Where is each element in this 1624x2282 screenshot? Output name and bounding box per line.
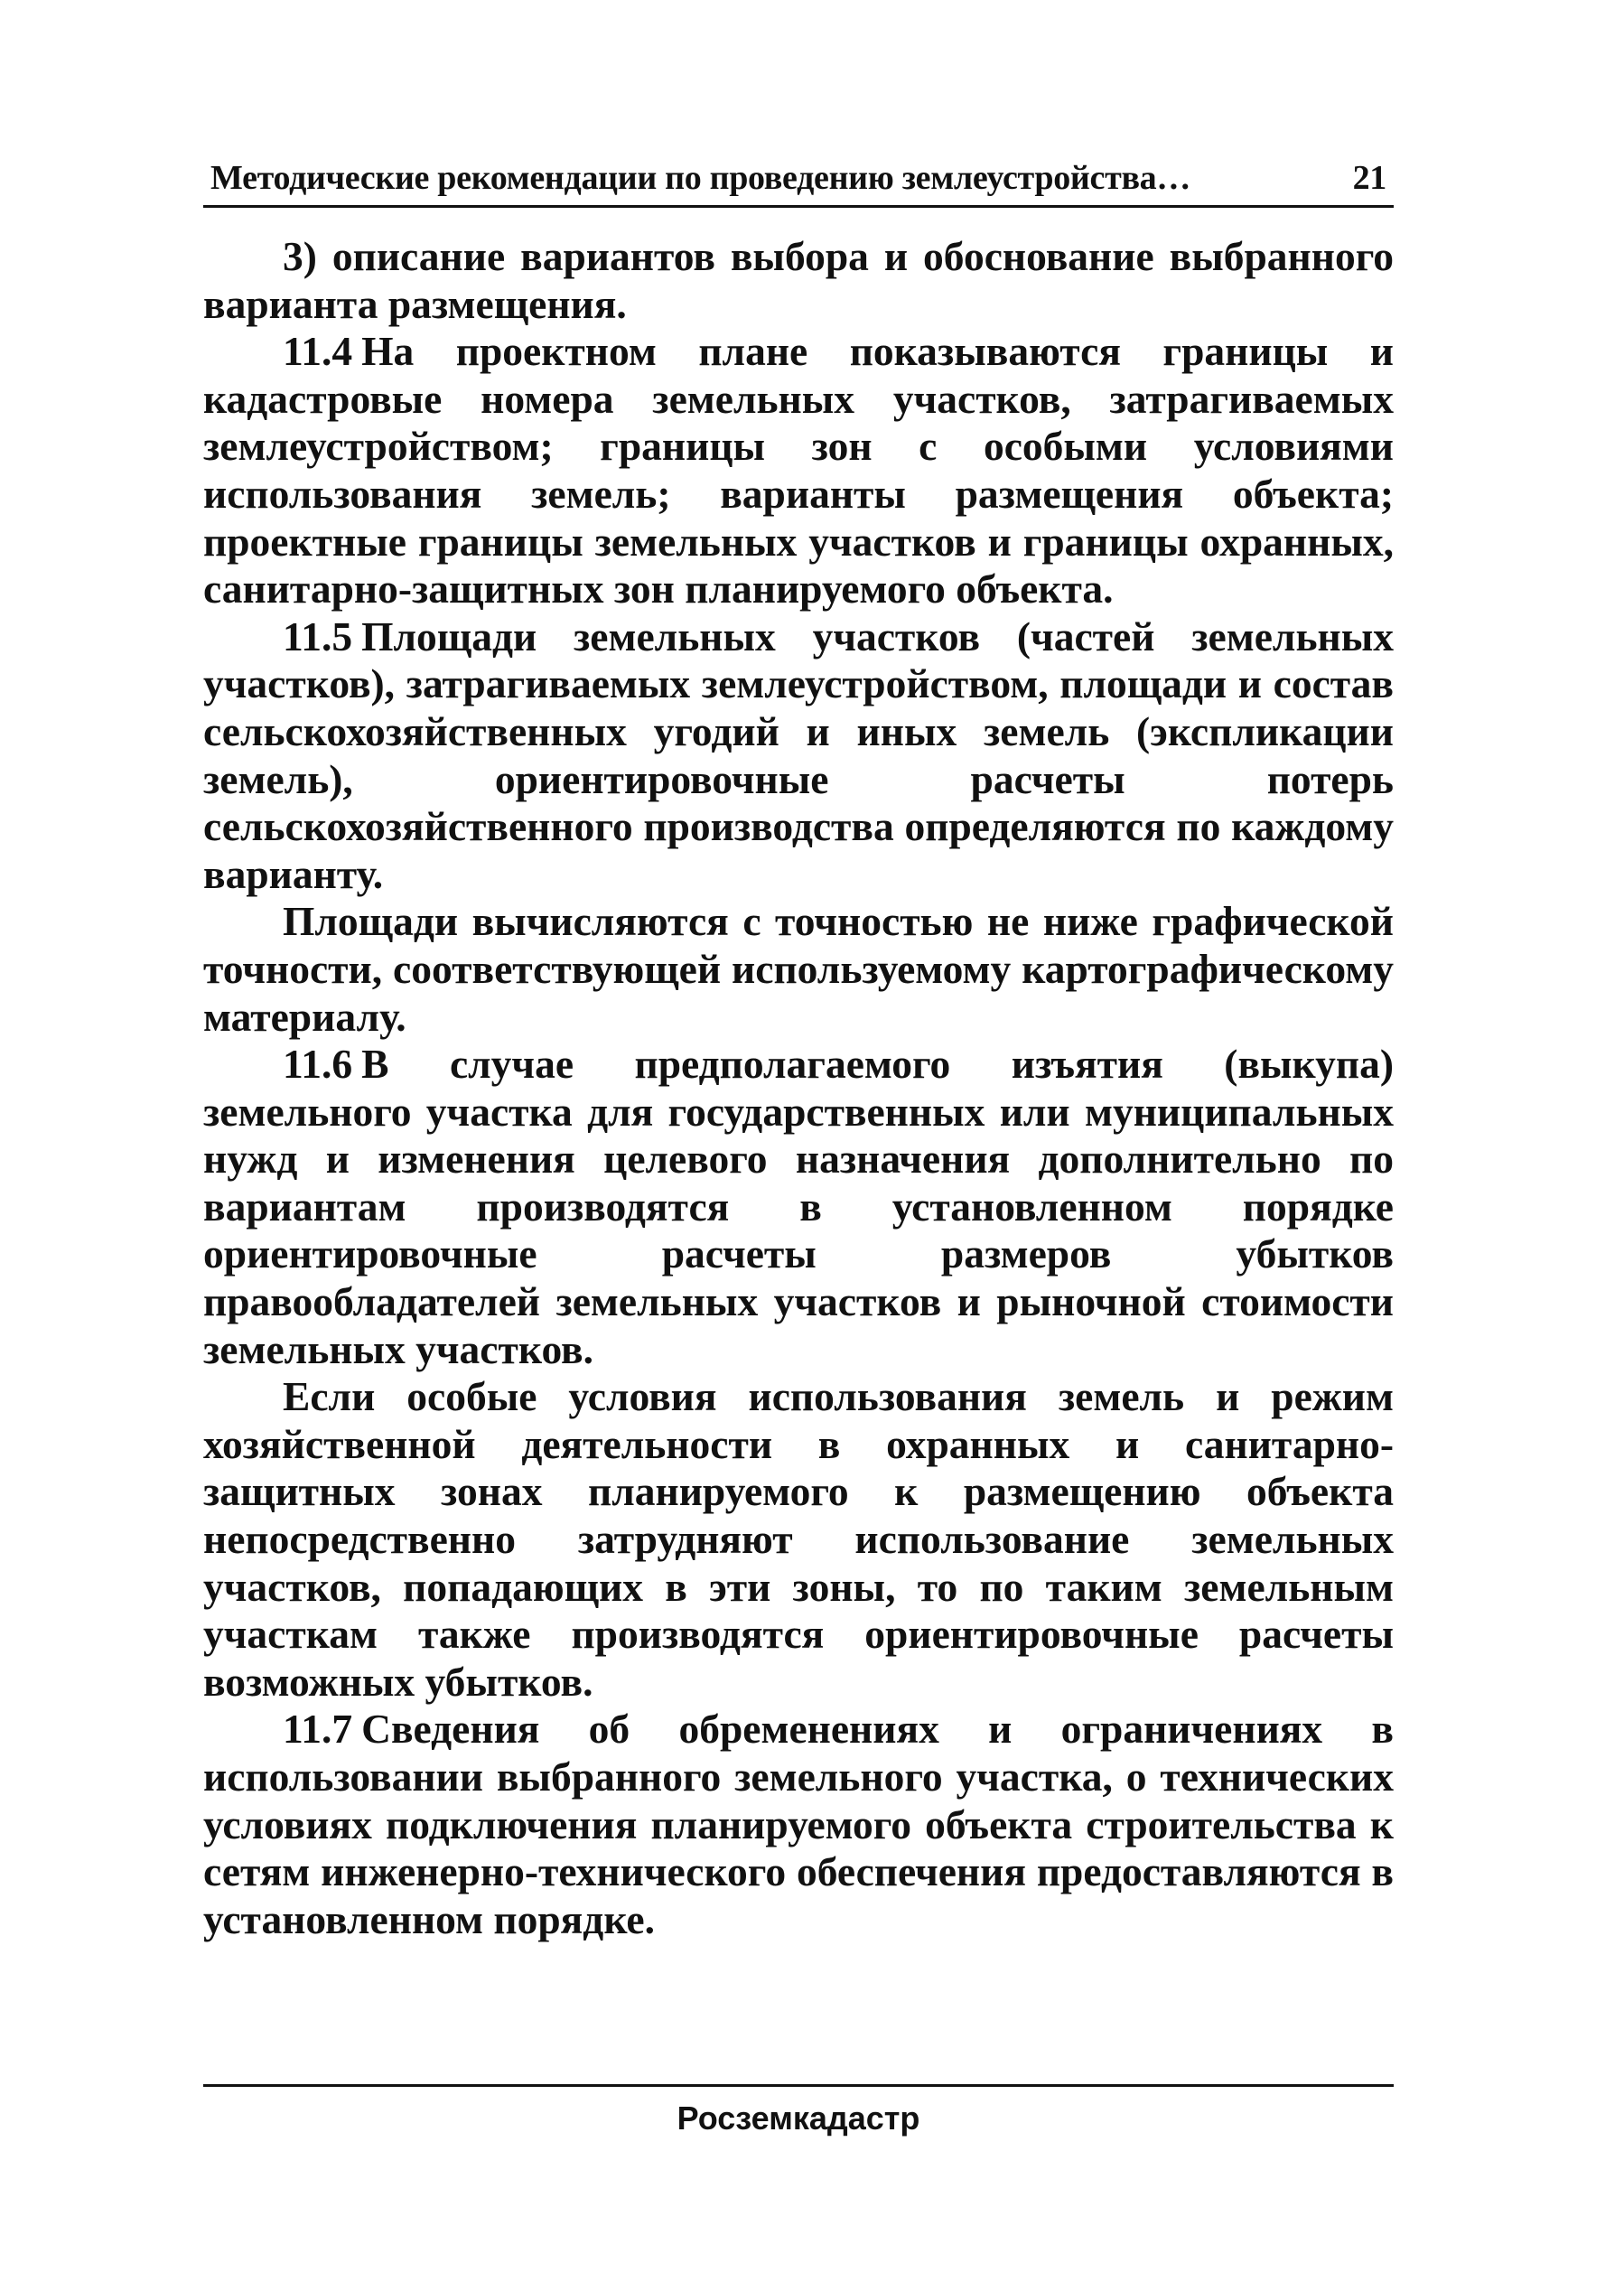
paragraph-text: Сведения об обременениях и ограничениях в использовании выбранного земельного участка, о технических условиях подключения планируемого объекта строительства к сетям инженерно-технического обеспечения предоставляются в установленном порядке. (203, 1706, 1394, 1942)
paragraph-11-5 (203, 613, 1394, 899)
page-number: 21 (1352, 159, 1386, 197)
paragraph-text: Площади вычисляются с точностью не ниже графической точности, соответствующей используемому картографическому материалу. (203, 898, 1394, 1040)
paragraph-text: Площади земельных участков (частей земельных участков), затрагиваемых землеустройством, площади и состав сельскохозяйственных угодий и иных земель (экспликации земель), ориентировочные расчеты потерь сельскохозяйственного производства определяются по каждому варианту. (203, 613, 1394, 897)
paragraph-item-3 (203, 233, 1394, 328)
paragraph-area-accuracy (203, 898, 1394, 1041)
paragraph-11-4 (203, 328, 1394, 613)
paragraph-number: 11.6 (283, 1041, 353, 1088)
footer-publisher: Росземкадастр (677, 2100, 920, 2137)
page-footer (203, 2084, 1394, 2137)
paragraph-number: 11.4 (283, 328, 353, 375)
paragraph-number: 11.7 (283, 1706, 353, 1753)
document-page (203, 158, 1394, 1943)
paragraph-11-6 (203, 1041, 1394, 1373)
paragraph-special-conditions (203, 1373, 1394, 1706)
header-title: Методические рекомендации по проведению землеустройства… (210, 159, 1191, 197)
paragraph-text: В случае предполагаемого изъятия (выкупа) земельного участка для государственных или муниципальных нужд и изменения целевого назначения дополнительно по вариантам производятся в установленном порядке ориентировочные расчеты размеров убытков правообладателей земельных участков и рыночной стоимости земельных участков. (203, 1041, 1394, 1372)
paragraph-text: На проектном плане показываются границы и кадастровые номера земельных участков, затрагиваемых землеустройством; границы зон с особыми условиями использования земель; варианты размещения объекта; проектные границы земельных участков и границы охранных, санитарно-защитных зон планируемого объекта. (203, 328, 1394, 613)
paragraph-text: 3) описание вариантов выбора и обоснование выбранного варианта размещения. (203, 233, 1394, 327)
body-text (203, 233, 1394, 1943)
paragraph-number: 11.5 (283, 613, 353, 659)
paragraph-11-7 (203, 1706, 1394, 1943)
paragraph-text: Если особые условия использования земель и режим хозяйственной деятельности в охранных и санитарно-защитных зонах планируемого к размещению объекта непосредственно затрудняют использование земельных участков, попадающих в эти зоны, то по таким земельным участкам также производятся ориентировочные расчеты возможных убытков. (203, 1373, 1394, 1705)
running-header (203, 158, 1394, 208)
